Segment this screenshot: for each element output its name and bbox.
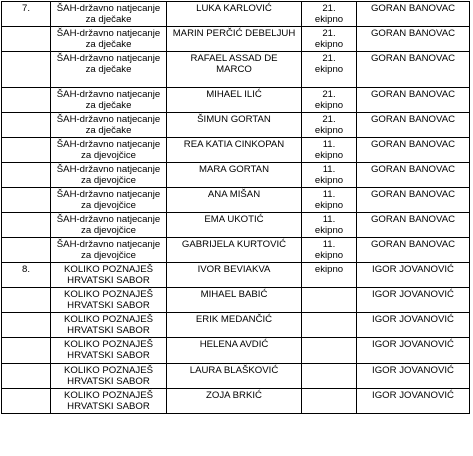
competition-cell (51, 27, 167, 52)
mentor-name-cell (357, 138, 470, 163)
mentor-name-text: IGOR JOVANOVIĆ (372, 264, 454, 275)
competition-line: ŠAH-državno natjecanje (56, 53, 161, 64)
competition-cell (51, 113, 167, 138)
result-level-line: 21. (322, 114, 336, 125)
entry-number-cell (2, 364, 51, 389)
table-row (2, 364, 470, 389)
competition-cell (51, 52, 167, 88)
result-level-cell (302, 313, 357, 338)
student-name-line: MARA GORTAN (198, 164, 269, 175)
entry-number-cell (2, 163, 51, 188)
mentor-name-text: IGOR JOVANOVIĆ (372, 365, 454, 376)
competition-line: ŠAH-državno natjecanje (56, 89, 161, 100)
student-name-cell (167, 389, 302, 414)
entry-number-cell (2, 263, 51, 288)
mentor-name-cell (357, 213, 470, 238)
result-level-cell (302, 389, 357, 414)
mentor-name-cell (357, 163, 470, 188)
student-name-cell (167, 213, 302, 238)
result-level-line: 11. (322, 139, 336, 150)
student-name-line: LUKA KARLOVIĆ (196, 3, 272, 14)
competition-cell (51, 313, 167, 338)
competition-cell (51, 364, 167, 389)
competition-line: KOLIKO POZNAJEŠ (63, 264, 154, 275)
student-name-line: REA KATIA CINKOPAN (183, 139, 285, 150)
competition-line: ŠAH-državno natjecanje (56, 114, 161, 125)
competition-line: KOLIKO POZNAJEŠ (63, 365, 154, 376)
student-name-cell (167, 288, 302, 313)
result-level-cell (302, 338, 357, 364)
mentor-name-cell (357, 113, 470, 138)
table-row (2, 138, 470, 163)
competition-line: za dječake (85, 39, 132, 50)
mentor-name-text: GORAN BANOVAC (370, 189, 456, 200)
mentor-name-cell (357, 188, 470, 213)
result-level-cell (302, 263, 357, 288)
mentor-name-cell (357, 2, 470, 27)
mentor-name-text: GORAN BANOVAC (370, 239, 456, 250)
competition-cell (51, 138, 167, 163)
table-row (2, 288, 470, 313)
table-row (2, 52, 470, 88)
result-level-line: 21. (322, 28, 336, 39)
competition-line: za djevojčice (81, 250, 136, 261)
mentor-name-cell (357, 238, 470, 263)
student-name-cell (167, 88, 302, 113)
entry-number-cell (2, 113, 51, 138)
competition-line: za dječake (85, 100, 132, 111)
result-level-line: 11. (322, 239, 336, 250)
mentor-name-text: GORAN BANOVAC (370, 3, 456, 14)
entry-number-cell (2, 389, 51, 414)
result-level-line: ekipno (314, 150, 344, 161)
entry-number-cell (2, 338, 51, 364)
mentor-name-cell (357, 338, 470, 364)
competition-line: za djevojčice (81, 200, 136, 211)
table-row (2, 313, 470, 338)
competition-line: ŠAH-državno natjecanje (56, 189, 161, 200)
student-name-line: ERIK MEDANČIĆ (195, 314, 273, 325)
result-level-line: 11. (322, 214, 336, 225)
result-level-line: ekipno (314, 264, 344, 275)
mentor-name-text: IGOR JOVANOVIĆ (372, 314, 454, 325)
entry-number-cell (2, 2, 51, 27)
competition-line: HRVATSKI SABOR (67, 350, 150, 361)
competition-line: ŠAH-državno natjecanje (56, 28, 161, 39)
table-row (2, 389, 470, 414)
student-name-line: LAURA BLAŠKOVIĆ (189, 365, 279, 376)
table-row (2, 188, 470, 213)
entry-number-cell (2, 288, 51, 313)
result-level-line: ekipno (314, 39, 344, 50)
competition-cell (51, 263, 167, 288)
student-name-cell (167, 364, 302, 389)
student-name-line: ANA MIŠAN (207, 189, 261, 200)
competition-cell (51, 288, 167, 313)
entry-number-cell (2, 88, 51, 113)
competition-cell (51, 213, 167, 238)
entry-number-cell (2, 213, 51, 238)
result-level-line: ekipno (314, 100, 344, 111)
mentor-name-text: GORAN BANOVAC (370, 164, 456, 175)
competition-line: ŠAH-državno natjecanje (56, 3, 161, 14)
result-level-line: ekipno (314, 250, 344, 261)
table-body (2, 2, 470, 414)
entry-number-cell (2, 313, 51, 338)
competition-cell (51, 188, 167, 213)
competition-cell (51, 389, 167, 414)
result-level-cell (302, 213, 357, 238)
mentor-name-cell (357, 313, 470, 338)
result-level-cell (302, 88, 357, 113)
competition-line: za djevojčice (81, 175, 136, 186)
competition-line: ŠAH-državno natjecanje (56, 214, 161, 225)
result-level-line: ekipno (314, 225, 344, 236)
student-name-line: EMA UKOTIĆ (204, 214, 264, 225)
competition-line: HRVATSKI SABOR (67, 300, 150, 311)
competition-cell (51, 88, 167, 113)
competition-line: KOLIKO POZNAJEŠ (63, 289, 154, 300)
result-level-line: 21. (322, 89, 336, 100)
student-name-line: HELENA AVDIĆ (199, 339, 269, 350)
competition-line: KOLIKO POZNAJEŠ (63, 339, 154, 350)
competition-line: HRVATSKI SABOR (67, 275, 150, 286)
mentor-name-cell (357, 288, 470, 313)
table-row (2, 338, 470, 364)
mentor-name-text: IGOR JOVANOVIĆ (372, 289, 454, 300)
competition-line: za djevojčice (81, 225, 136, 236)
result-level-line: ekipno (314, 125, 344, 136)
student-name-cell (167, 113, 302, 138)
student-name-cell (167, 138, 302, 163)
table-row (2, 238, 470, 263)
entry-number-cell (2, 238, 51, 263)
table-row (2, 113, 470, 138)
student-name-line: IVOR BEVIAKVA (197, 264, 271, 275)
student-name-line: GABRIJELA KURTOVIĆ (181, 239, 287, 250)
table-row (2, 163, 470, 188)
result-level-line: 11. (322, 164, 336, 175)
student-name-line: MARCO (216, 64, 252, 75)
result-level-cell (302, 27, 357, 52)
student-name-cell (167, 338, 302, 364)
competition-line: HRVATSKI SABOR (67, 401, 150, 412)
table-row (2, 263, 470, 288)
result-level-line: ekipno (314, 64, 344, 75)
table-row (2, 88, 470, 113)
competition-line: za djevojčice (81, 150, 136, 161)
competition-line: HRVATSKI SABOR (67, 325, 150, 336)
student-name-cell (167, 263, 302, 288)
competition-line: za dječake (85, 64, 132, 75)
entry-number-cell (2, 52, 51, 88)
mentor-name-text: GORAN BANOVAC (370, 89, 456, 100)
result-level-cell (302, 188, 357, 213)
table-row (2, 213, 470, 238)
result-level-cell (302, 238, 357, 263)
result-level-cell (302, 138, 357, 163)
competition-line: KOLIKO POZNAJEŠ (63, 314, 154, 325)
competition-cell (51, 238, 167, 263)
result-level-line: 11. (322, 189, 336, 200)
mentor-name-text: GORAN BANOVAC (370, 53, 456, 64)
student-name-line: ZOJA BRKIĆ (206, 390, 262, 401)
mentor-name-cell (357, 263, 470, 288)
student-name-cell (167, 238, 302, 263)
competition-line: ŠAH-državno natjecanje (56, 164, 161, 175)
result-level-cell (302, 364, 357, 389)
result-level-line: ekipno (314, 200, 344, 211)
mentor-name-cell (357, 88, 470, 113)
competition-line: KOLIKO POZNAJEŠ (63, 390, 154, 401)
entry-number-cell (2, 27, 51, 52)
student-name-line: ŠIMUN GORTAN (197, 114, 271, 125)
mentor-name-cell (357, 27, 470, 52)
mentor-name-text: IGOR JOVANOVIĆ (372, 390, 454, 401)
student-name-line: RAFAEL ASSAD DE (190, 53, 278, 64)
result-level-cell (302, 288, 357, 313)
student-name-cell (167, 52, 302, 88)
competition-line: ŠAH-državno natjecanje (56, 139, 161, 150)
student-name-cell (167, 27, 302, 52)
result-level-cell (302, 2, 357, 27)
competition-line: HRVATSKI SABOR (67, 376, 150, 387)
mentor-name-text: GORAN BANOVAC (370, 114, 456, 125)
entry-number-cell (2, 138, 51, 163)
entry-number-text: 8. (21, 264, 30, 275)
mentor-name-text: GORAN BANOVAC (370, 139, 456, 150)
result-level-line: ekipno (314, 14, 344, 25)
student-name-cell (167, 163, 302, 188)
result-level-cell (302, 52, 357, 88)
competition-cell (51, 338, 167, 364)
competition-line: za dječake (85, 14, 132, 25)
competition-line: ŠAH-državno natjecanje (56, 239, 161, 250)
mentor-name-text: GORAN BANOVAC (370, 214, 456, 225)
competition-line: za dječake (85, 125, 132, 136)
competition-cell (51, 163, 167, 188)
entry-number-cell (2, 188, 51, 213)
result-level-line: 21. (322, 53, 336, 64)
mentor-name-text: GORAN BANOVAC (370, 28, 456, 39)
mentor-name-cell (357, 364, 470, 389)
competition-cell (51, 2, 167, 27)
mentor-name-cell (357, 389, 470, 414)
student-name-cell (167, 188, 302, 213)
student-name-cell (167, 313, 302, 338)
table-row (2, 27, 470, 52)
result-level-cell (302, 113, 357, 138)
mentor-name-text: IGOR JOVANOVIĆ (372, 339, 454, 350)
table-row (2, 2, 470, 27)
student-name-cell (167, 2, 302, 27)
competition-results-table (1, 1, 470, 414)
result-level-line: 21. (322, 3, 336, 14)
entry-number-text: 7. (21, 3, 30, 14)
result-level-cell (302, 163, 357, 188)
student-name-line: MARIN PERČIĆ DEBELJUH (172, 28, 296, 39)
student-name-line: MIHAEL ILIĆ (206, 89, 262, 100)
result-level-line: ekipno (314, 175, 344, 186)
student-name-line: MIHAEL BABIĆ (200, 289, 268, 300)
mentor-name-cell (357, 52, 470, 88)
